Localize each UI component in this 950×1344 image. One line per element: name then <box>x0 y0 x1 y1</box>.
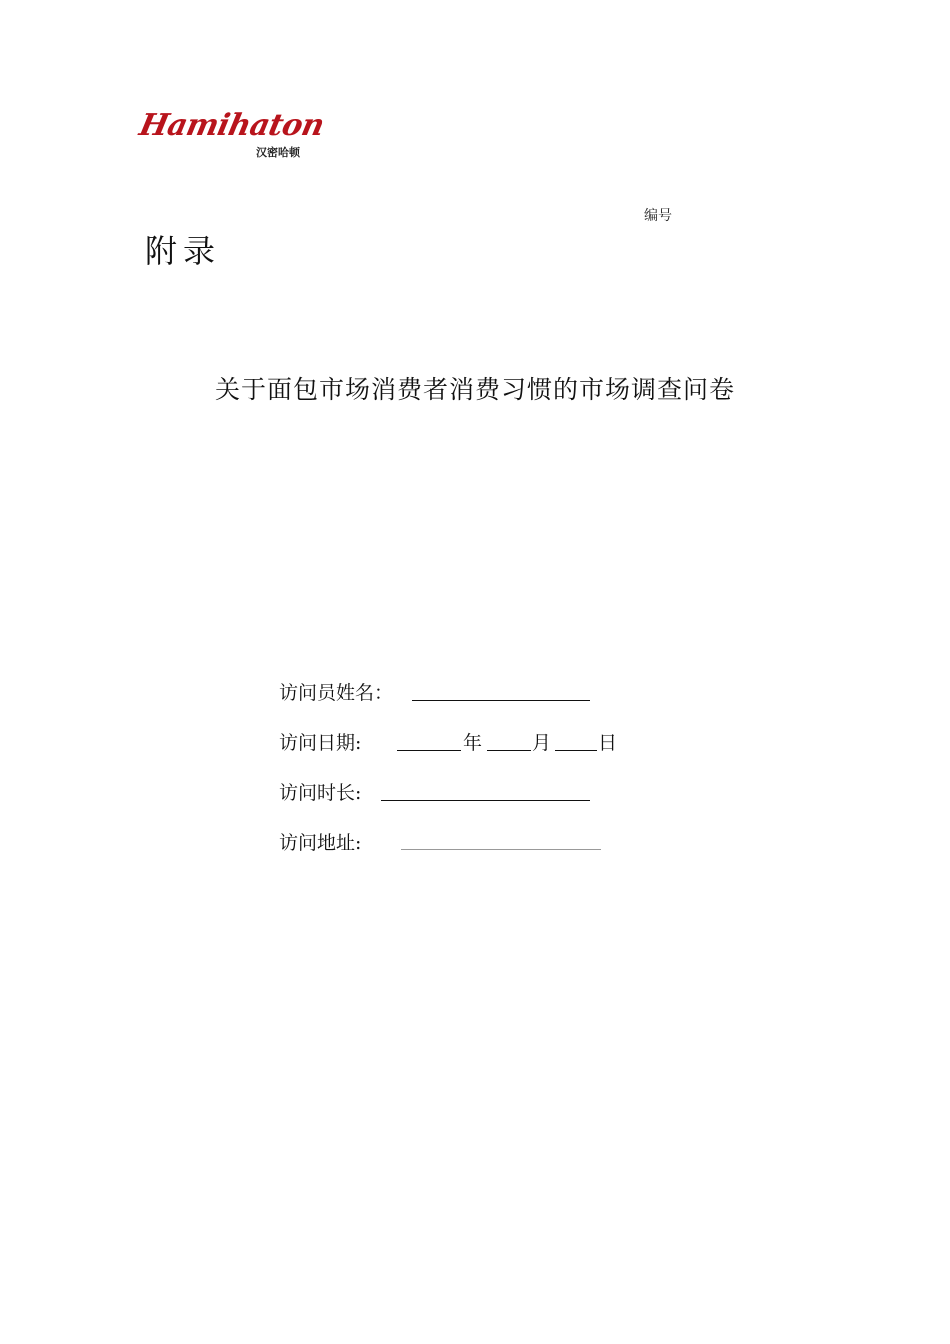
year-unit: 年 <box>463 732 483 754</box>
interview-duration-label: 访问时长: <box>279 782 362 804</box>
company-logo <box>136 108 328 164</box>
interviewer-name-row <box>279 678 679 728</box>
date-month-field[interactable] <box>487 750 531 751</box>
interview-duration-row <box>279 778 679 828</box>
interview-address-row <box>279 828 679 878</box>
interview-date-label: 访问日期: <box>279 732 362 754</box>
serial-number-label: 编号 <box>644 208 672 224</box>
appendix-heading: 附录 <box>145 232 222 270</box>
logo-chinese-text: 汉密哈顿 <box>256 146 300 159</box>
interview-address-field[interactable] <box>401 849 601 850</box>
interview-date-row <box>279 728 679 778</box>
logo-script-text: Hamihaton <box>136 108 328 143</box>
interviewer-name-field[interactable] <box>412 700 590 701</box>
day-unit: 日 <box>598 732 618 754</box>
date-day-field[interactable] <box>555 750 597 751</box>
month-unit: 月 <box>532 732 552 754</box>
document-title: 关于面包市场消费者消费习惯的市场调查问卷 <box>214 375 735 404</box>
interview-duration-field[interactable] <box>381 800 590 801</box>
interview-info-form <box>279 678 679 878</box>
interviewer-name-label: 访问员姓名： <box>279 682 394 704</box>
interview-address-label: 访问地址: <box>279 832 362 854</box>
date-year-field[interactable] <box>397 750 461 751</box>
